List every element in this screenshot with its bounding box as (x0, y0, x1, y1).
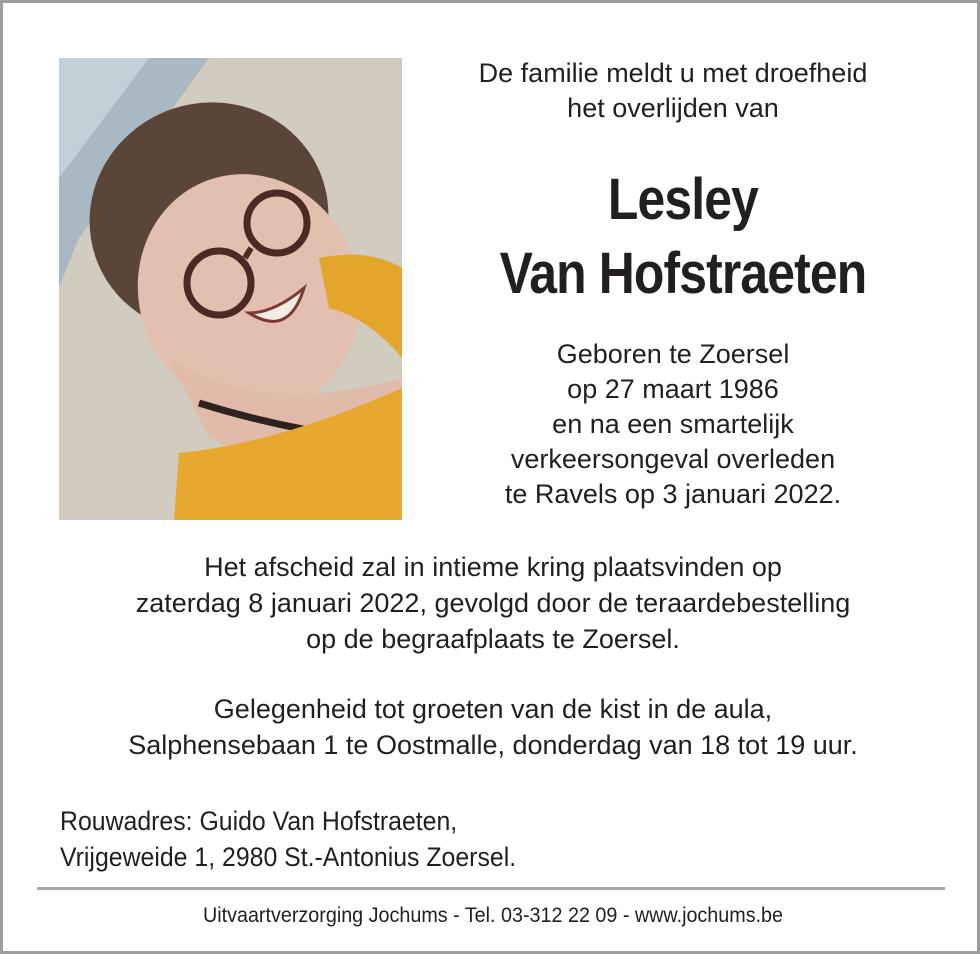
intro-line: De familie meldt u met droefheid (478, 58, 868, 88)
first-name: Lesley (607, 167, 759, 232)
bio-line: Geboren te Zoersel (556, 339, 790, 369)
ceremony-line: Het afscheid zal in intieme kring plaatsvinden op (204, 552, 782, 582)
ceremony-line: op de begraafplaats te Zoersel. (306, 624, 680, 654)
bio-line: op 27 maart 1986 (567, 374, 779, 404)
bio-line: verkeersongeval overleden (510, 444, 836, 474)
viewing-line: Salphensebaan 1 te Oostmalle, donderdag van 18 tot 19 uur. (128, 730, 858, 760)
address-line: Rouwadres: Guido Van Hofstraeten, (60, 806, 458, 836)
portrait-image (59, 58, 402, 520)
intro-line: het overlijden van (567, 93, 779, 123)
viewing-line: Gelegenheid tot groeten van de kist in de aula, (213, 694, 773, 724)
address-line: Vrijgeweide 1, 2980 St.-Antonius Zoersel. (60, 842, 517, 872)
funeral-home-footer: Uitvaartverzorging Jochums - Tel. 03-312 22 09 - www.jochums.be (202, 904, 784, 927)
obituary-card (3, 3, 977, 951)
bio-line: en na een smartelijk (552, 409, 794, 439)
mourning-address (60, 803, 704, 875)
viewing-info (23, 691, 963, 763)
footer-divider (37, 887, 945, 890)
portrait-photo (59, 58, 402, 520)
last-name: Van Hofstraeten (499, 241, 867, 306)
biography (443, 337, 903, 512)
bio-line: te Ravels op 3 januari 2022. (504, 479, 842, 509)
ceremony-info (23, 549, 963, 657)
deceased-name (442, 163, 924, 311)
intro-text (423, 56, 923, 126)
ceremony-line: zaterdag 8 januari 2022, gevolgd door de teraardebestelling (135, 588, 851, 618)
